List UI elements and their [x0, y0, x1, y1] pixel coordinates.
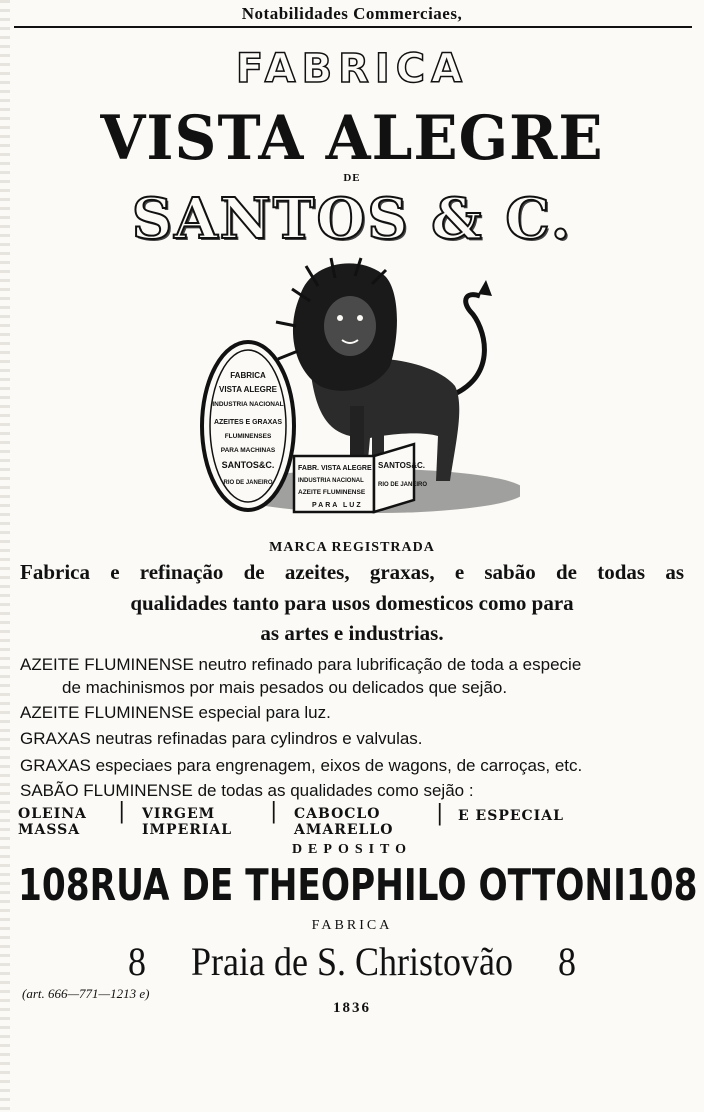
soap-type: VIRGEM	[142, 806, 216, 822]
lion-eye-right	[357, 315, 363, 321]
deposit-number: 108	[18, 860, 90, 911]
crate-line: AZEITE FLUMINENSE	[298, 489, 366, 496]
lion-trademark-illustration	[200, 256, 520, 518]
shield-line: RIO DE JANEIRO	[223, 480, 273, 486]
shield-line: FLUMINENSES	[224, 433, 272, 440]
shield-line: INDUSTRIA NACIONAL	[212, 401, 284, 408]
soap-type: IMPERIAL	[142, 822, 233, 838]
soap-type-separator: |	[270, 799, 279, 824]
crate-line: FABR. VISTA ALEGRE	[298, 465, 372, 472]
product-line: AZEITE FLUMINENSE especial para luz.	[20, 703, 331, 722]
crate-side-line: SANTOS&C.	[378, 461, 425, 470]
deposit-number: 108	[625, 860, 698, 911]
factory-street: Praia de S. Christovão	[191, 939, 513, 984]
shield-line: AZEITES E GRAXAS	[213, 419, 283, 426]
product-line: GRAXAS neutras refinadas para cylindros e valvulas.	[20, 729, 423, 748]
product-line: GRAXAS especiaes para engrenagem, eixos de wagons, de carroças, etc.	[20, 756, 583, 775]
fabrica-title: FABRICA	[235, 46, 469, 92]
year: 1836	[333, 1000, 371, 1016]
shield-line: SANTOS&C.	[221, 460, 275, 470]
lion-face	[324, 296, 376, 356]
header-rule	[14, 26, 692, 28]
product-line: de machinismos por mais pesados ou delicados que sejão.	[62, 678, 508, 697]
soap-type: E ESPECIAL	[458, 808, 564, 824]
crate-line: PARA LUZ	[312, 502, 363, 509]
crate-line: INDUSTRIA NACIONAL	[298, 478, 364, 484]
deposit-street: RUA DE THEOPHILO OTTONI	[89, 860, 626, 911]
deposit-label: DEPOSITO	[291, 842, 413, 857]
lead-line-1: Fabrica e refinação de azeites, graxas, e sabão de todas as	[20, 560, 684, 584]
company-name: VISTA ALEGRE	[100, 102, 604, 174]
factory-address	[35, 938, 669, 985]
soap-type: OLEINA	[18, 806, 87, 822]
factory-number: 8	[128, 939, 147, 984]
product-line: SABÃO FLUMINENSE de todas as qualidades como sejão :	[20, 781, 474, 800]
soap-type: MASSA	[18, 822, 81, 838]
lion-tail-tuft	[478, 280, 492, 296]
crate-side-line: RIO DE JANEIRO	[378, 482, 428, 488]
soap-type: CABOCLO	[294, 806, 381, 822]
lead-line-2: qualidades tanto para usos domesticos como para	[130, 591, 574, 615]
soap-type: AMARELLO	[294, 822, 394, 838]
trademark-label: MARCA REGISTRADA	[269, 540, 435, 555]
factory-number: 8	[557, 939, 576, 984]
shield-line: PARA MACHINAS	[220, 447, 276, 454]
factory-label: FABRICA	[311, 918, 393, 933]
lion-eye-left	[337, 315, 343, 321]
soap-type-separator: |	[436, 801, 445, 826]
lion-tail	[450, 295, 484, 396]
catalog-reference: (art. 666—771—1213 e)	[22, 986, 150, 1001]
soap-type-separator: |	[118, 799, 127, 824]
owners-name: SANTOS & C.	[131, 186, 573, 252]
shield-line: FABRICA	[230, 371, 266, 380]
running-head: Notabilidades Commerciaes,	[241, 4, 463, 23]
shield-line: VISTA ALEGRE	[219, 385, 277, 394]
product-line: AZEITE FLUMINENSE neutro refinado para lubrificação de toda a especie	[20, 655, 582, 674]
deposit-address	[18, 860, 698, 911]
lead-line-3: as artes e industrias.	[260, 621, 444, 645]
de-word: DE	[343, 172, 361, 184]
shield-oval	[202, 342, 294, 510]
